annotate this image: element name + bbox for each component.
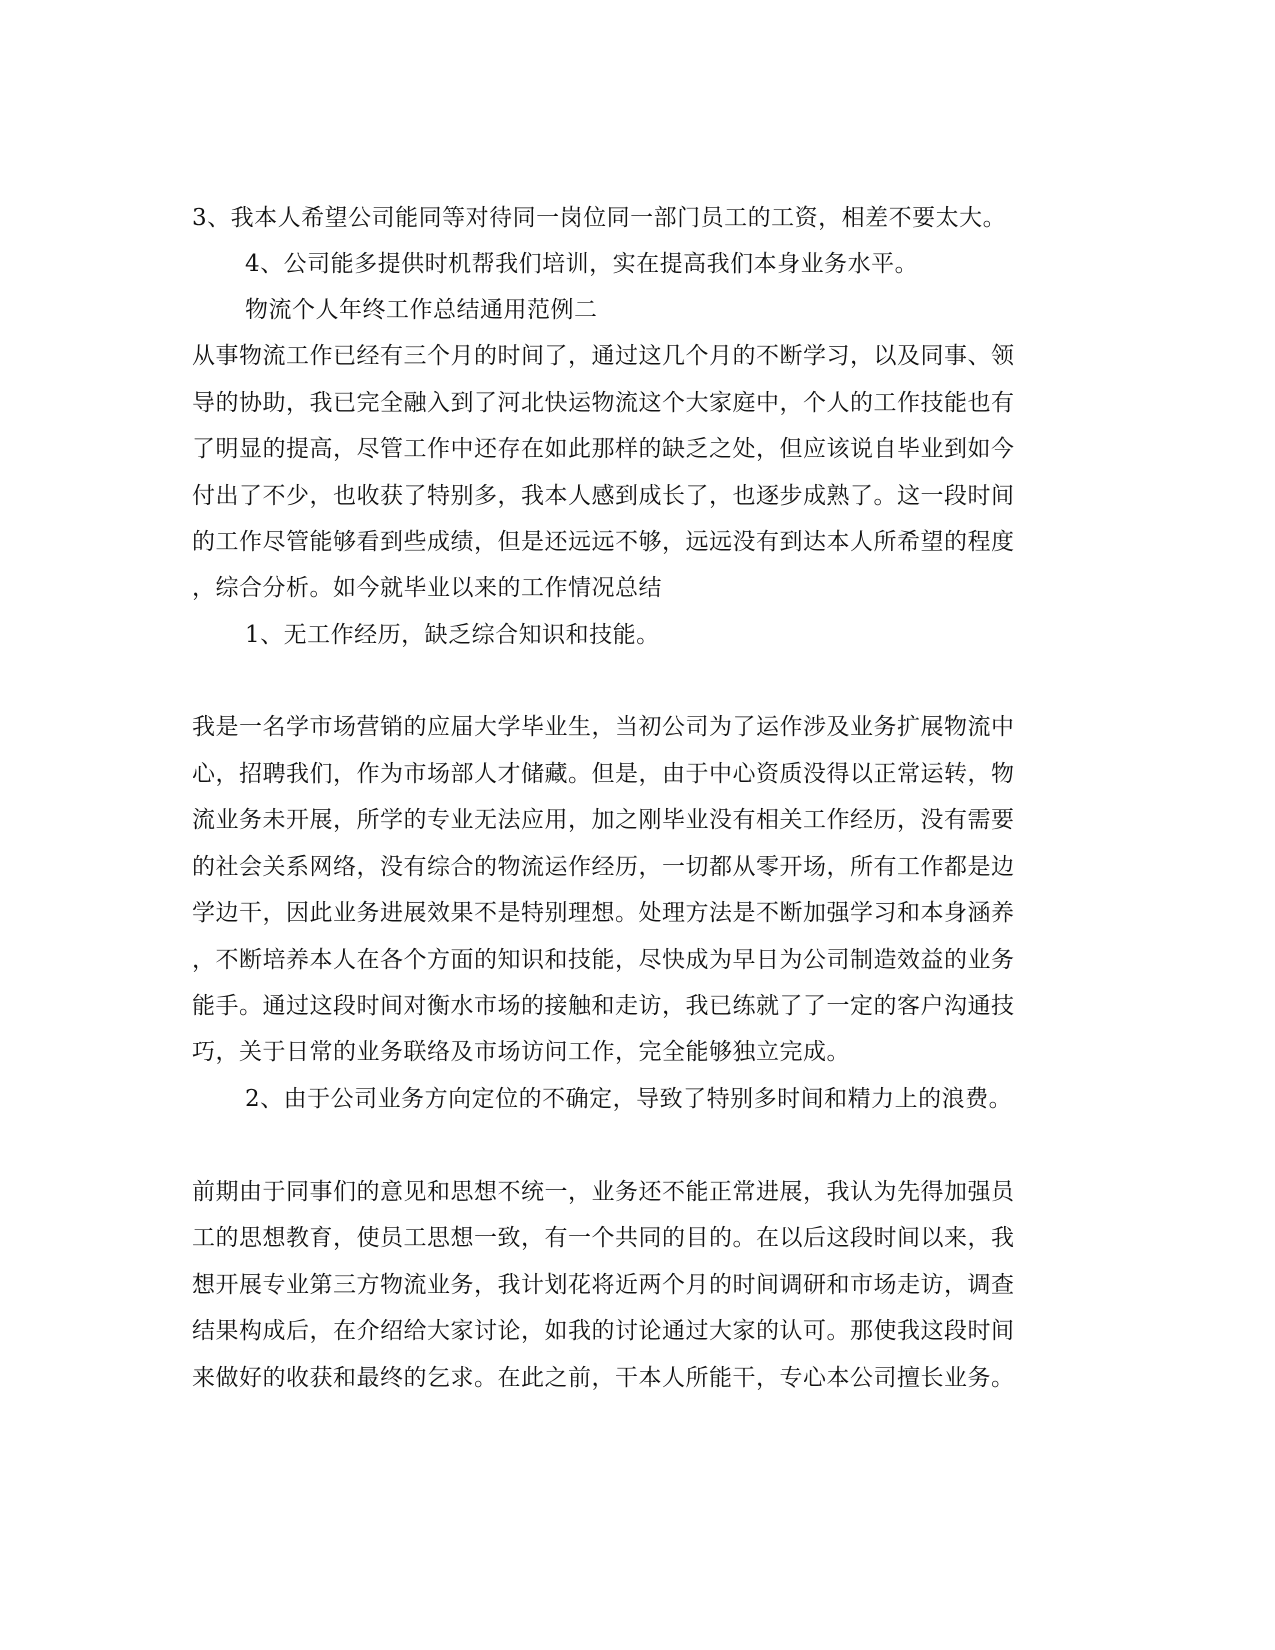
text-line: 前期由于同事们的意见和思想不统一，业务还不能正常进展，我认为先得加强员 <box>192 1179 1015 1205</box>
section-title: 物流个人年终工作总结通用范例二 <box>245 297 598 323</box>
text-line: 学边干，因此业务进展效果不是特别理想。处理方法是不断加强学习和本身涵养 <box>192 900 1015 926</box>
text-line: 来做好的收获和最终的乞求。在此之前，干本人所能干，专心本公司擅长业务。 <box>192 1365 1015 1391</box>
text-line: 能手。通过这段时间对衡水市场的接触和走访，我已练就了了一定的客户沟通技 <box>192 993 1015 1019</box>
list-item-heading: 1、无工作经历，缺乏综合知识和技能。 <box>245 622 660 648</box>
text-line: 结果构成后，在介绍给大家讨论，如我的讨论通过大家的认可。那使我这段时间 <box>192 1318 1015 1344</box>
text-line: 的工作尽管能够看到些成绩，但是还远远不够，远远没有到达本人所希望的程度 <box>192 529 1015 555</box>
text-line: 我是一名学市场营销的应届大学毕业生，当初公司为了运作涉及业务扩展物流中 <box>192 714 1015 740</box>
text-line: 付出了不少，也收获了特别多，我本人感到成长了，也逐步成熟了。这一段时间 <box>192 483 1015 509</box>
text-line: 了明显的提高，尽管工作中还存在如此那样的缺乏之处，但应该说自毕业到如今 <box>192 436 1015 462</box>
text-line: 的社会关系网络，没有综合的物流运作经历，一切都从零开场，所有工作都是边 <box>192 854 1015 880</box>
text-line: 心，招聘我们，作为市场部人才储藏。但是，由于中心资质没得以正常运转，物 <box>192 761 1015 787</box>
text-line: ，综合分析。如今就毕业以来的工作情况总结 <box>192 575 662 601</box>
text-line: 想开展专业第三方物流业务，我计划花将近两个月的时间调研和市场走访，调查 <box>192 1272 1015 1298</box>
text-line: 4、公司能多提供时机帮我们培训，实在提高我们本身业务水平。 <box>245 251 919 277</box>
text-line: 3、我本人希望公司能同等对待同一岗位同一部门员工的工资，相差不要太大。 <box>192 205 1007 231</box>
text-line: ，不断培养本人在各个方面的知识和技能，尽快成为早日为公司制造效益的业务 <box>192 947 1015 973</box>
text-line: 流业务未开展，所学的专业无法应用，加之刚毕业没有相关工作经历，没有需要 <box>192 807 1015 833</box>
text-line: 导的协助，我已完全融入到了河北快运物流这个大家庭中，个人的工作技能也有 <box>192 390 1015 416</box>
list-item-heading: 2、由于公司业务方向定位的不确定，导致了特别多时间和精力上的浪费。 <box>245 1086 1013 1112</box>
text-line: 巧，关于日常的业务联络及市场访问工作，完全能够独立完成。 <box>192 1039 850 1065</box>
text-line: 从事物流工作已经有三个月的时间了，通过这几个月的不断学习，以及同事、领 <box>192 343 1015 369</box>
text-line: 工的思想教育，使员工思想一致，有一个共同的目的。在以后这段时间以来，我 <box>192 1225 1015 1251</box>
